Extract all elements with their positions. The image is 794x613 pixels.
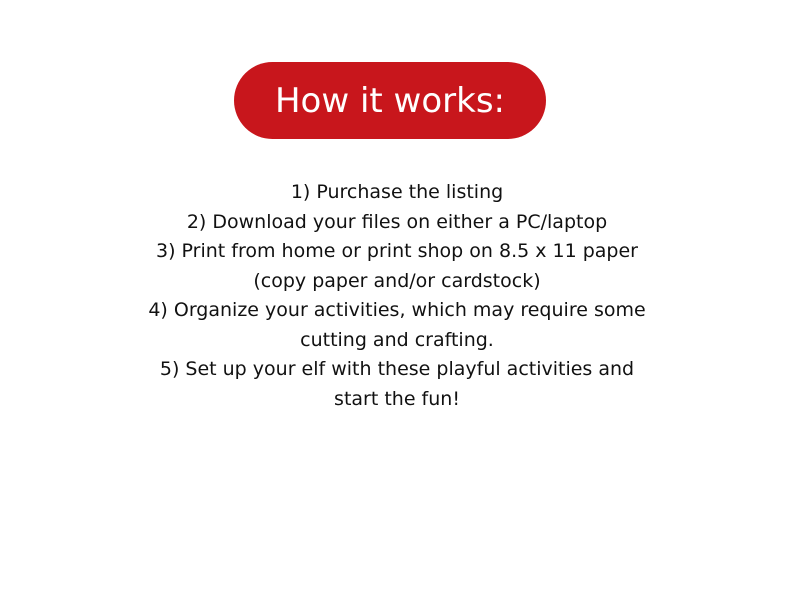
step-line: 1) Purchase the listing [290, 181, 504, 203]
step-line: 3) Print from home or print shop on 8.5 x 11 paper [156, 240, 638, 262]
step-line: 5) Set up your elf with these playful activities and [159, 358, 635, 380]
step-line: 4) Organize your activities, which may require some [148, 299, 646, 321]
step-line: 2) Download your files on either a PC/laptop [186, 210, 608, 233]
step-line: (copy paper and/or cardstock) [253, 269, 541, 292]
steps-list [0, 178, 794, 414]
step-line: start the fun! [334, 387, 460, 410]
step-line: cutting and crafting. [300, 328, 494, 351]
how-it-works-banner [234, 62, 546, 139]
banner-title: How it works: [274, 80, 505, 121]
